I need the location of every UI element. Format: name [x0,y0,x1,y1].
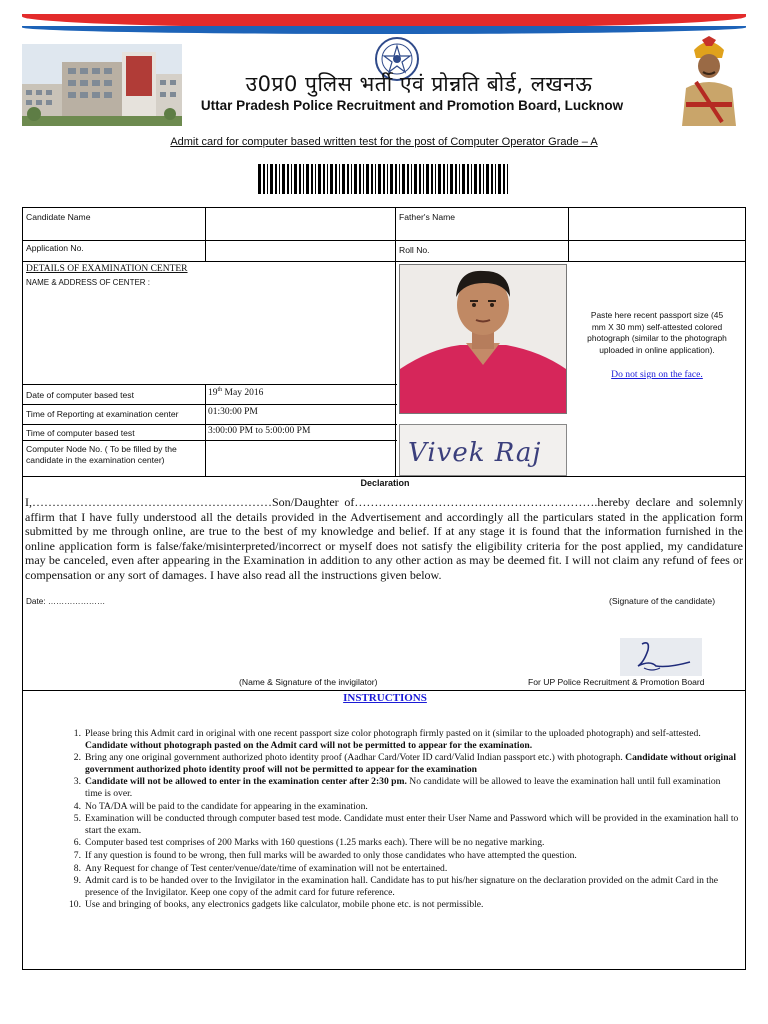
barcode-bar [387,164,388,194]
test-date-value: 19th May 2016 [208,387,264,399]
barcode-bar [371,164,373,194]
barcode-bar [275,164,277,194]
barcode-bar [498,164,501,194]
instructions-title: INSTRUCTIONS [343,692,427,704]
invigilator-signature-label: (Name & Signature of the invigilator) [239,677,378,687]
barcode-bar [270,164,273,194]
barcode-bar [435,164,436,194]
board-signature-image [620,638,702,676]
barcode-bar [471,164,472,194]
barcode-bar [263,164,265,194]
instruction-number: 8. [73,862,81,874]
header-banner [22,14,746,126]
instruction-item [67,863,739,875]
application-no-label: Application No. [26,243,84,253]
instruction-number: 6. [73,837,81,849]
police-officer-image [672,36,746,126]
barcode-bar [483,164,484,194]
roll-no-label: Roll No. [399,245,430,255]
instruction-number: 2. [73,752,81,764]
barcode-bar [507,164,508,194]
instruction-text: Any Request for change of Test center/venue/date/time of examination will not be entertained. [85,862,448,874]
barcode-bar [306,164,309,194]
barcode-bar [282,164,285,194]
barcode-bar [375,164,376,194]
instruction-text: If any question is found to be wrong, then full marks will be awarded to only those candidates who have attempted the question. [85,849,577,861]
barcode-bar [347,164,349,194]
instruction-item [67,801,739,813]
admit-card-title: Admit card for computer based written test for the post of Computer Operator Grade – A [170,136,598,148]
barcode-bar [351,164,352,194]
instructions-list [67,728,739,912]
barcode-bar [354,164,357,194]
barcode-bar [407,164,409,194]
barcode-bar [438,164,441,194]
building-image [22,44,182,126]
instruction-item [67,752,739,775]
instruction-text: No TA/DA will be paid to the candidate for appearing in the examination. [85,800,368,812]
barcode-bar [467,164,469,194]
instruction-item [67,813,739,836]
instruction-text: Examination will be conducted through computer based test mode. Candidate must enter their User Name and Password which will be provided in the examination hall to start the exam. [85,813,739,836]
barcode-bar [279,164,280,194]
reporting-time-label: Time of Reporting at examination center [26,409,179,419]
barcode-bar [327,164,328,194]
barcode-bar [402,164,405,194]
barcode-bar [363,164,364,194]
barcode-bar [447,164,448,194]
candidate-signature-label: (Signature of the candidate) [609,596,716,606]
instruction-number: 5. [73,813,81,825]
svg-text:Vivek Raj: Vivek Raj [408,438,542,468]
barcode-bar [330,164,333,194]
barcode-bar [414,164,417,194]
barcode-bar [495,164,496,194]
barcode-bar [390,164,393,194]
hindi-board-title: उ0प्र0 पुलिस भर्ती एवं प्रोन्नति बोर्ड, लखनऊ [245,72,593,96]
barcode-bar [419,164,421,194]
barcode-bar [426,164,429,194]
barcode-bar [258,164,261,194]
barcode-bar [299,164,301,194]
barcode-bar [431,164,433,194]
fathers-name-label: Father's Name [399,212,456,222]
instruction-number: 4. [73,800,81,812]
instruction-item [67,850,739,862]
barcode-bar [474,164,477,194]
instruction-item [67,837,739,849]
barcode-bar [399,164,400,194]
admit-card-form [22,207,746,970]
candidate-signature-image [399,424,567,476]
barcode-image [258,164,510,194]
barcode-bar [335,164,337,194]
instruction-text: Please bring this Admit card in original with one recent passport size color photograph firmly pasted on it (similar to the uploaded photograph) and self-attested. [85,728,701,739]
english-board-title: Uttar Pradesh Police Recruitment and Promotion Board, Lucknow [200,98,624,113]
instruction-number: 10. [69,899,81,911]
instruction-item [67,899,739,911]
instruction-item [67,728,739,751]
banner-blue-stripe [22,26,746,34]
instruction-text: Admit card is to be handed over to the Invigilator in the examination hall. Candidate has to put his/her signature on the declaration provided on the admit Card in the presence of the Invigilator. Keep one copy of the admit card for future reference. [85,875,719,898]
photo-instruction-text: Paste here recent passport size (45 mm X 30 mm) self-attested colored photograph (similar to the photograph uploaded in online application). [587,310,727,355]
reporting-time-value: 01:30:00 PM [208,407,258,417]
instruction-bold-text: Candidate without original government authorized photo identity proof will not be permitted to appear for the examination [85,752,737,775]
barcode-bar [339,164,340,194]
barcode-bar [462,164,465,194]
photo-warning-text: Do not sign on the face. [611,369,703,380]
barcode-bar [315,164,316,194]
test-time-label: Time of computer based test [26,428,135,438]
barcode-bar [383,164,385,194]
barcode-bar [359,164,361,194]
barcode-bar [303,164,304,194]
barcode-bar [342,164,345,194]
barcode-bar [411,164,412,194]
barcode-bar [491,164,493,194]
barcode-bar [318,164,321,194]
declaration-title: Declaration [360,478,410,488]
candidate-photo [399,264,567,414]
instruction-bold-text: Candidate without photograph pasted on the Admit card will not be permitted to appear for the examination. [85,739,533,751]
instruction-item [67,776,739,799]
declaration-body: I,……………………………………………………Son/Daughter of…………………………………………………….hereby declare and solemnly affirm that I have fully understood all the details provided in the Advertisement and accordingly all the particulars stated in the application form submitted by me through online, are true to the best of my knowledge and belief. If at any stage it is found that the information furnished in the online application form is false/fake/misinterpreted/incorrect or myself does not satisfy the eligibility criteria for the post applied, my candidature may be canceled, even after appearing in the Examination in addition to any other action as may be deemed fit. I will not claim any refund of fees or compensation or any sort of damages. I have also read all the instructions given below. [25,495,743,582]
instruction-number: 9. [73,875,81,887]
barcode-bar [378,164,381,194]
instruction-number: 3. [73,776,81,788]
instruction-text-after: No candidate will be allowed to leave the examination hall until full examination time is over. [85,776,721,799]
instruction-item [67,875,739,898]
barcode-bar [423,164,424,194]
barcode-bar [291,164,292,194]
instruction-bold-text: Candidate will not be allowed to enter in the examination center after 2:30 pm. [85,776,407,788]
barcode-bar [455,164,457,194]
test-time-value: 3:00:00 PM to 5:00:00 PM [208,426,311,436]
center-details-heading: DETAILS OF EXAMINATION CENTER [26,264,188,274]
barcode-bar [503,164,505,194]
candidate-name-label: Candidate Name [26,212,91,222]
instruction-text: Computer based test comprises of 200 Marks with 160 questions (1.25 marks each). There will be no negative marking. [85,837,545,849]
barcode-bar [294,164,297,194]
barcode-bar [287,164,289,194]
barcode-bar [366,164,369,194]
center-name-label: NAME & ADDRESS OF CENTER : [26,278,151,287]
barcode-bar [486,164,489,194]
barcode-bar [267,164,268,194]
board-signature-label: For UP Police Recruitment & Promotion Board [528,677,705,687]
declaration-date-label: Date: ………………… [26,597,106,606]
barcode-bar [443,164,445,194]
barcode-bar [311,164,313,194]
instruction-text: Bring any one original government authorized photo identity proof (Aadhar Card/Voter ID card/Valid Indian passport etc.) with photograph. [85,752,626,764]
barcode-bar [479,164,481,194]
barcode-bar [395,164,397,194]
instruction-number: 1. [73,728,81,739]
instruction-number: 7. [73,849,81,861]
instruction-text: Use and bringing of books, any electronics gadgets like calculator, mobile phone etc. is not permissible. [85,899,484,911]
barcode-bar [459,164,460,194]
barcode-bar [450,164,453,194]
barcode-bar [323,164,325,194]
computer-node-label: Computer Node No. ( To be filled by the candidate in the examination center) [26,444,177,465]
test-date-label: Date of computer based test [26,390,134,400]
